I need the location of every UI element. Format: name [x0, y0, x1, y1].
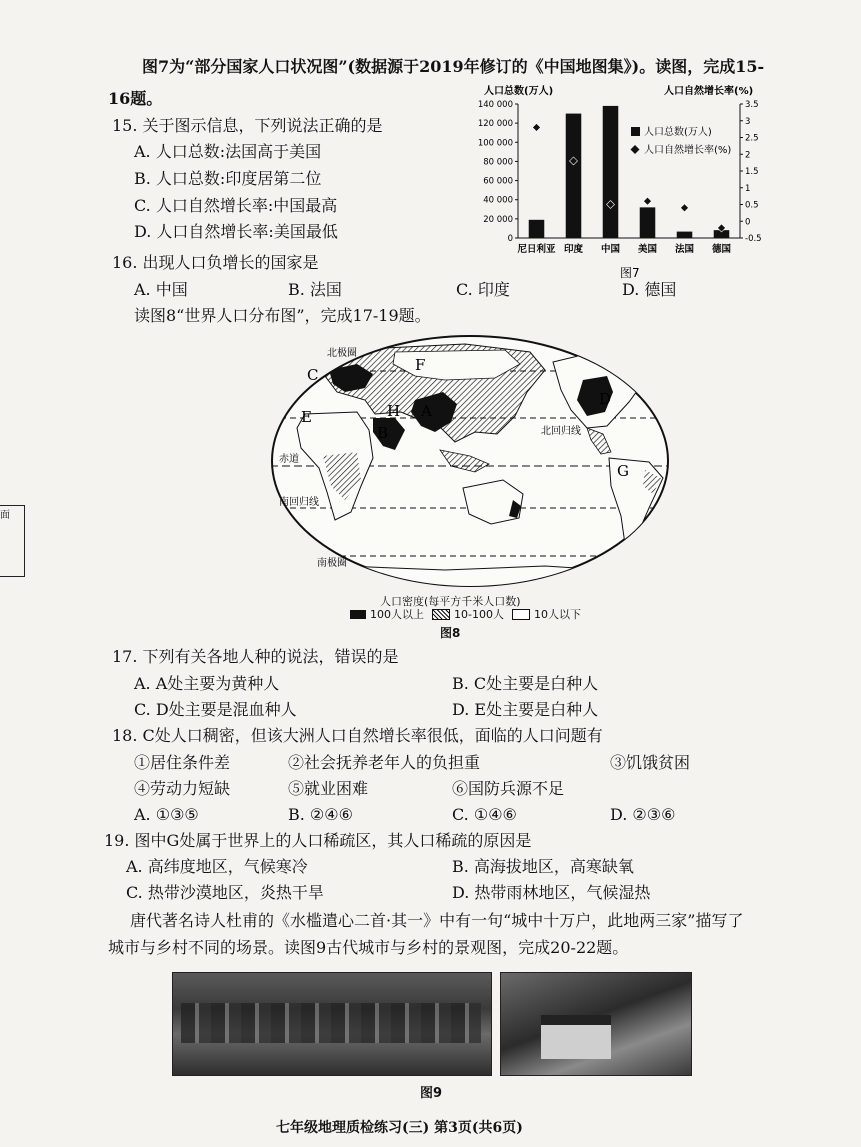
- north-tropic-label: 北回归线: [541, 426, 581, 437]
- q18-option-c[interactable]: C. ①④⑥: [452, 805, 517, 824]
- map-legend: [350, 606, 581, 622]
- population-bar: [566, 114, 582, 238]
- q18-item-4: ④劳动力短缺: [134, 779, 231, 798]
- q16-option-b[interactable]: B. 法国: [288, 280, 342, 299]
- y-right-tick-label: 2: [745, 150, 751, 161]
- y-left-tick-label: 60 000: [483, 176, 513, 187]
- map-label-h: H: [387, 402, 401, 420]
- figure-8-caption: 图8: [440, 626, 461, 640]
- q16-option-c[interactable]: C. 印度: [456, 280, 510, 299]
- antarctic-circle-label: 南极圈: [317, 558, 347, 569]
- q19-option-a[interactable]: A. 高纬度地区，气候寒冷: [126, 857, 308, 876]
- q18-option-b[interactable]: B. ②④⑥: [288, 805, 353, 824]
- q18-item-6: ⑥国防兵源不足: [452, 779, 565, 798]
- map-label-f: F: [415, 356, 426, 374]
- village-hut: [541, 1015, 611, 1059]
- q17-stem: 17. 下列有关各地人种的说法，错误的是: [112, 647, 399, 666]
- arctic-circle-label: 北极圈: [327, 348, 357, 359]
- map-label-g: G: [617, 462, 629, 480]
- world-population-map: [265, 330, 675, 592]
- q17-option-c[interactable]: C. D处主要是混血种人: [134, 700, 297, 719]
- growth-rate-point: [533, 123, 541, 131]
- q18-item-3: ③饥饿贫困: [610, 753, 691, 772]
- q18-item-2: ②社会抚养老年人的负担重: [288, 753, 481, 772]
- legend-bar-swatch: [631, 127, 640, 136]
- population-bar: [640, 207, 656, 238]
- legend-point-label: 人口自然增长率(%): [644, 145, 732, 156]
- x-tick-label: 法国: [674, 244, 695, 255]
- y-right-tick-label: 3: [745, 116, 751, 127]
- map-label-d: D: [599, 390, 612, 408]
- q16-option-d[interactable]: D. 德国: [622, 280, 677, 299]
- q16-stem: 16. 出现人口负增长的国家是: [112, 253, 319, 272]
- y-left-tick-label: 100 000: [477, 138, 513, 149]
- map-label-c: C: [307, 366, 319, 384]
- q15-option-b[interactable]: B. 人口总数:印度居第二位: [134, 169, 322, 188]
- equator-label: 赤道: [279, 454, 299, 465]
- q18-option-a[interactable]: A. ①③⑤: [134, 805, 199, 824]
- q15-option-a[interactable]: A. 人口总数:法国高于美国: [134, 142, 322, 161]
- q17-option-b[interactable]: B. C处主要是白种人: [452, 674, 599, 693]
- map-label-a: A: [421, 402, 432, 420]
- y-left-label: 人口总数(万人): [484, 86, 554, 97]
- q16-option-a[interactable]: A. 中国: [134, 280, 188, 299]
- growth-rate-point: [681, 204, 689, 212]
- ancient-village-painting: [500, 972, 692, 1076]
- q18-stem: 18. C处人口稠密，但该大洲人口自然增长率很低，面临的人口问题有: [112, 726, 603, 745]
- y-right-tick-label: 2.5: [745, 133, 759, 144]
- margin-mark-text: 面: [0, 510, 10, 521]
- y-right-tick-label: 1.5: [745, 167, 759, 177]
- y-right-tick-label: -0.5: [745, 234, 762, 244]
- x-tick-label: 中国: [600, 244, 621, 255]
- q15-option-c[interactable]: C. 人口自然增长率:中国最高: [134, 196, 338, 215]
- q15-option-d[interactable]: D. 人口自然增长率:美国最低: [134, 222, 338, 241]
- legend-high-swatch: [350, 610, 366, 619]
- poem-line-2: 城市与乡村不同的场景。读图9古代城市与乡村的景观图，完成20-22题。: [108, 938, 629, 957]
- margin-binding-mark: [0, 505, 25, 577]
- ancient-city-painting: [172, 972, 492, 1076]
- y-left-tick-label: 120 000: [477, 119, 513, 130]
- legend-mid-label: 10-100人: [454, 608, 504, 621]
- q17-option-d[interactable]: D. E处主要是白种人: [452, 700, 599, 719]
- q18-option-d[interactable]: D. ②③⑥: [610, 805, 676, 824]
- poem-line-1: 唐代著名诗人杜甫的《水槛遣心二首·其一》中有一句“城中十万户，此地两三家”描写了: [130, 911, 744, 930]
- q15-stem: 15. 关于图示信息，下列说法正确的是: [112, 116, 383, 135]
- figure-8-intro: 读图8“世界人口分布图”，完成17-19题。: [134, 306, 431, 325]
- y-left-tick-label: 40 000: [483, 195, 513, 206]
- y-right-tick-label: 3.5: [745, 100, 759, 110]
- q18-item-1: ①居住条件差: [134, 753, 231, 772]
- chart-legend: [631, 125, 732, 156]
- x-tick-label: 美国: [637, 244, 658, 255]
- x-tick-label: 印度: [563, 244, 584, 255]
- legend-low-swatch: [512, 609, 530, 620]
- figure-7-caption: 图7: [620, 266, 640, 280]
- x-tick-label: 德国: [711, 244, 732, 255]
- figure-7-chart: [468, 80, 768, 280]
- legend-diamond-swatch: [631, 145, 640, 154]
- legend-bar-label: 人口总数(万人): [644, 127, 712, 138]
- growth-rate-point: [644, 197, 652, 205]
- intro-line-2: 16题。: [108, 89, 163, 108]
- q17-option-a[interactable]: A. A处主要为黄种人: [134, 674, 280, 693]
- q18-item-5: ⑤就业困难: [288, 779, 369, 798]
- map-label-e: E: [301, 408, 312, 426]
- y-left-tick-label: 140 000: [477, 100, 513, 110]
- y-right-tick-label: 0.5: [745, 200, 759, 211]
- page-footer: 七年级地理质检练习(三) 第3页(共6页): [276, 1120, 523, 1136]
- map-legend-title: 人口密度(每平方千米人口数): [380, 595, 521, 608]
- intro-line-1: 图7为“部分国家人口状况图”(数据源于2019年修订的《中国地图集》)。读图，完成15-: [142, 57, 765, 76]
- y-right-tick-label: 0: [745, 217, 751, 228]
- y-left-tick-label: 20 000: [483, 214, 513, 225]
- population-bar: [529, 220, 545, 238]
- city-roofline: [181, 1003, 481, 1043]
- antarctica-landmass: [270, 566, 670, 592]
- q19-option-c[interactable]: C. 热带沙漠地区，炎热干旱: [126, 883, 324, 902]
- south-tropic-label: 南回归线: [279, 497, 319, 508]
- y-left-tick-label: 0: [507, 234, 513, 244]
- map-label-b: B: [377, 424, 389, 442]
- y-left-tick-label: 80 000: [483, 157, 513, 168]
- q19-option-b[interactable]: B. 高海拔地区，高寒缺氧: [452, 857, 634, 876]
- figure-9-caption: 图9: [420, 1086, 443, 1101]
- population-bar: [603, 106, 619, 238]
- y-right-tick-label: 1: [745, 183, 751, 194]
- legend-low-label: 10人以下: [533, 608, 581, 621]
- q19-option-d[interactable]: D. 热带雨林地区，气候湿热: [452, 883, 651, 902]
- population-bar: [677, 232, 693, 238]
- x-tick-label: 尼日利亚: [517, 244, 556, 255]
- legend-high-label: 100人以上: [370, 608, 424, 621]
- legend-mid-swatch: [432, 609, 450, 620]
- q19-stem: 19. 图中G处属于世界上的人口稀疏区，其人口稀疏的原因是: [104, 831, 532, 850]
- y-right-label: 人口自然增长率(%): [664, 86, 754, 97]
